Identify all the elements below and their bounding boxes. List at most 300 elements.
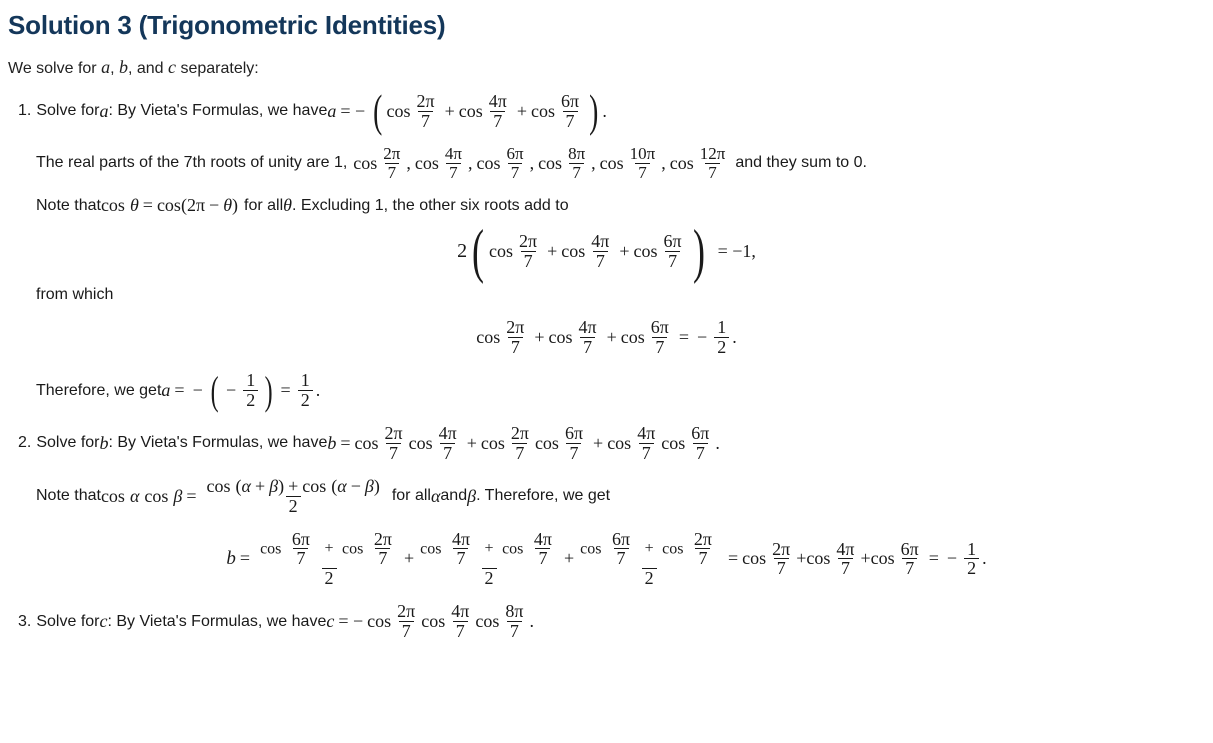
cos-label: cos [353,152,378,173]
real-parts-pre: The real parts of the 7th roots of unity are 1, [36,154,348,172]
cos-label: cos [538,152,563,173]
denominator: 7 [566,443,581,463]
denominator: 7 [569,163,584,182]
right-paren: ) [264,367,273,413]
cos-label: cos [806,548,831,569]
fraction-6pi-7 [609,530,633,569]
cos-term [355,424,409,463]
intro-var-b: b [118,57,128,77]
cos-label: cos [302,475,327,496]
plus-sign: + [593,432,604,453]
note-product-and: and [440,487,468,505]
numerator: 6π [506,143,524,163]
numerator: 4π [591,231,610,252]
cos-label: cos [669,152,694,173]
theta-symbol: θ [129,195,139,216]
cos-term [367,602,421,641]
alpha-symbol: α [337,475,347,496]
numerator: 1 [717,317,727,338]
fraction-one-half [243,371,258,410]
denominator: 7 [512,443,527,463]
fraction-one-half [298,371,313,410]
plus-sign: + [534,327,545,348]
note-product-post: . Therefore, we get [476,487,611,505]
fraction-6pi-7 [688,424,712,463]
cos-term [806,540,860,579]
cos-term [531,92,585,131]
cos-label: cos [458,100,483,121]
numerator [417,530,561,569]
step-3-line [18,602,1213,641]
cos-term [666,145,732,182]
numerator: 2π [384,423,403,444]
step-2-label-pre: Solve for [36,434,100,452]
denominator: 7 [446,163,461,182]
period: . [982,548,987,569]
right-paren: ) [692,218,705,285]
step-3-eq-var: c [326,611,335,632]
step-1-label-post: : By Vieta's Formulas, we have [108,102,328,120]
coefficient-two: 2 [457,239,468,262]
denominator: 7 [563,111,578,131]
cos-label: cos [599,152,624,173]
fraction-8pi-7 [565,145,588,182]
step-3-index: 3. [18,612,32,630]
cos-term [421,602,475,641]
equals-sign: = [142,195,153,216]
denominator: 2 [714,337,729,357]
denominator: 7 [385,163,400,182]
cos-label: cos [633,240,658,261]
cos-term [409,424,463,463]
denominator: 7 [614,548,629,568]
period: . [529,611,534,632]
numerator: 2π [510,423,529,444]
cos-label: cos [475,611,500,632]
fraction-term-2 [417,530,561,589]
step-1-eq-sign: = − [340,100,366,121]
numerator: 4π [533,528,552,549]
intro-var-a: a [101,57,111,77]
alpha-symbol: α [241,475,251,496]
denominator: 7 [695,548,710,568]
cos-term [621,318,675,357]
equals-sign: = [280,380,291,401]
numerator: 2π [383,143,401,163]
left-paren: ( [210,367,219,413]
cos-label: cos [742,548,767,569]
numerator: 6π [691,423,710,444]
numerator: 2π [416,91,435,111]
fraction-6pi-7 [661,232,685,271]
denominator: 7 [386,443,401,463]
numerator: 1 [967,538,977,559]
denominator: 7 [418,111,433,131]
plus-sign: + [563,548,575,569]
note-product-pre: Note that [36,487,101,505]
fraction-2pi-7 [516,232,540,271]
fraction-4pi-7 [634,424,658,463]
denominator: 2 [243,390,258,410]
denominator: 2 [964,558,979,578]
cos-term [472,145,529,182]
display-equation-sum [0,218,1213,285]
cos-label: cos [421,611,446,632]
rparen: ) [232,195,239,216]
plus-sign: + [466,432,477,453]
plus-sign: + [619,240,630,261]
cos-label: cos [502,540,524,558]
step-3-label-pre: Solve for [36,612,100,630]
real-parts-post: and they sum to 0. [735,154,867,172]
numerator: 4π [637,423,656,444]
cos-term [347,145,406,182]
step-2-var: b [99,432,109,453]
denominator: 7 [838,558,853,578]
cos-label: cos [580,540,602,558]
plus-sign: + [254,475,266,496]
plus-sign: + [796,548,807,569]
cos-label: cos [100,195,125,216]
solution-document [0,10,1213,743]
cos-label: cos [156,195,181,216]
cos-label: cos [386,100,411,121]
intro-post: separately: [176,60,259,77]
plus-sign: + [484,540,494,558]
denominator: 7 [453,621,468,641]
cos-label: cos [367,611,392,632]
numerator: 6π [650,317,669,338]
note-cos-post: . Excluding 1, the other six roots add to [292,196,569,214]
numerator: 2π [373,528,392,549]
fraction-4pi-7 [588,232,612,271]
step-2-line [18,424,1213,463]
plus-sign: + [547,240,558,261]
step-2-index: 2. [18,434,32,452]
comma: , [529,152,535,173]
intro-sep1: , [110,60,119,77]
fraction-2pi-7 [380,145,403,182]
cos-term [489,232,543,271]
cos-label: cos [607,432,632,453]
rparen: ) [278,475,285,496]
fraction-2pi-7 [508,424,532,463]
cos-term [661,424,715,463]
therefore-pre: Therefore, we get [36,381,162,399]
numerator: 8π [568,143,586,163]
beta-symbol: β [173,485,183,506]
var-a: a [161,380,171,401]
fraction-6pi-7 [558,92,582,131]
lparen: ( [331,475,338,496]
cos-theta-identity [101,195,238,216]
denominator: 7 [535,548,550,568]
denominator: 2 [642,568,657,588]
fraction-2pi-7 [394,602,418,641]
denominator: 2 [298,390,313,410]
equals-sign: = [928,548,939,569]
numerator: 1 [300,370,310,391]
numerator [257,530,401,569]
numerator: 6π [663,231,682,252]
cos-label: cos [414,152,439,173]
denominator: 7 [293,548,308,568]
cos-term [481,424,535,463]
cos-label: cos [420,540,442,558]
step-3 [0,602,1213,641]
denominator: 7 [705,163,720,182]
denominator: 7 [580,337,595,357]
denominator: 7 [635,163,650,182]
denominator: 2 [286,496,301,516]
plus-sign: + [606,327,617,348]
rparen: ) [373,475,380,496]
right-paren: ) [589,85,599,137]
sum-result: = −1, [717,240,756,261]
left-paren: ( [472,218,485,285]
numerator: 4π [488,91,507,111]
plus-sign: + [644,540,654,558]
denominator: 7 [375,548,390,568]
fraction-2pi-7 [503,318,527,357]
cos-term [742,540,796,579]
intro-var-c: c [168,57,176,77]
denominator: 7 [693,443,708,463]
step-1-var: a [99,100,109,121]
from-which-text: from which [36,286,114,304]
fraction-2pi-7 [371,530,395,569]
period: . [315,380,321,401]
fraction-6pi-7 [648,318,672,357]
equals-sign: = [239,548,251,569]
intro-line [8,57,1213,78]
fraction-10pi-7 [627,145,659,182]
cos-term [534,145,591,182]
beta-symbol: β [364,475,374,496]
denominator: 2 [322,568,337,588]
cos-label: cos [476,327,501,348]
therefore-a-line [36,367,1213,413]
numerator [204,477,383,496]
cos-term [386,92,440,131]
cos-label: cos [870,548,895,569]
alpha-symbol: α [129,485,140,506]
fraction-4pi-7 [449,530,473,569]
numerator: 4π [451,601,470,622]
numerator: 1 [246,370,256,391]
fraction-6pi-7 [503,145,526,182]
fraction-4pi-7 [448,602,472,641]
numerator: 4π [444,143,462,163]
fraction-12pi-7 [697,145,729,182]
numerator: 2π [506,317,525,338]
cos-label: cos [530,100,555,121]
var-b: b [226,547,236,569]
period: . [715,432,720,453]
cos-label: cos [342,540,364,558]
numerator: 6π [560,91,580,111]
denominator: 7 [507,621,522,641]
numerator: 12π [699,143,726,163]
fraction-one-half [964,540,979,579]
comma: , [467,152,473,173]
denominator: 7 [508,163,523,182]
denominator: 7 [639,443,654,463]
note-cos-mid: for all [244,196,284,214]
beta-symbol: β [269,475,279,496]
cos-term [459,92,513,131]
fraction-4pi-7 [833,540,857,579]
cos-term [871,540,925,579]
alpha-symbol: α [430,485,441,506]
display-equation-cos-sum-half [0,318,1213,357]
fraction-6pi-7 [562,424,586,463]
lparen: ( [180,195,187,216]
step-3-var: c [99,611,108,632]
fraction-term-3 [577,530,721,589]
denominator: 7 [593,251,608,271]
cos-term [607,424,661,463]
denominator: 7 [490,111,505,131]
theta-symbol: θ [223,195,233,216]
numerator: 2π [519,231,538,252]
numerator: 6π [564,423,584,444]
note-cos-identity-line [36,195,1213,216]
numerator: 2π [397,601,416,622]
cos-term [476,318,530,357]
minus-sign: − [226,380,237,401]
plus-sign: + [324,540,334,558]
cos-term [549,318,603,357]
note-product-identity-line [36,477,1213,516]
intro-pre: We solve for [8,60,102,77]
cos-label: cos [144,485,169,506]
cos-label: cos [206,475,231,496]
fraction-4pi-7 [436,424,460,463]
fraction-4pi-7 [576,318,600,357]
cos-label: cos [480,432,505,453]
fraction-product-to-sum [204,477,383,516]
step-2-label-post: : By Vieta's Formulas, we have [108,434,328,452]
denominator: 7 [774,558,789,578]
cos-label: cos [260,540,282,558]
fraction-8pi-7 [502,602,526,641]
two-pi: 2π [186,195,206,216]
equals-sign: = [174,380,185,401]
step-1-label-pre: Solve for [36,102,100,120]
cos-label: cos [100,485,125,506]
numerator: 4π [438,423,457,444]
denominator: 7 [652,337,667,357]
numerator: 6π [611,528,631,549]
left-paren: ( [373,85,383,137]
cos-label: cos [476,152,501,173]
denominator: 7 [665,251,680,271]
cos-term [561,232,615,271]
cos-term [634,232,688,271]
plus-sign: + [403,548,415,569]
fraction-term-1 [257,530,401,589]
comma: , [406,152,411,173]
numerator: 4π [578,317,597,338]
denominator: 7 [508,337,523,357]
fraction-6pi-7 [289,530,313,569]
equals-sign: = [186,485,197,506]
cos-label: cos [548,327,573,348]
numerator: 2π [693,528,713,549]
period: . [732,327,737,348]
step-1-line [18,85,1213,137]
period: . [602,100,607,121]
real-parts-line [36,145,1213,182]
fraction-2pi-7 [382,424,406,463]
denominator: 7 [902,558,917,578]
numerator: 6π [291,528,310,549]
fraction-2pi-7 [769,540,793,579]
intro-sep2: , and [127,60,168,77]
from-which-line [36,286,1213,304]
minus-sign: − [192,380,203,401]
minus-sign: − [946,548,958,569]
comma: , [591,152,596,173]
minus-sign: − [350,475,361,496]
numerator: 4π [451,528,471,549]
cos-term [596,145,662,182]
step-2-eq-var: b [327,432,337,453]
plus-sign: + [860,548,871,569]
denominator: 2 [482,568,497,588]
step-1 [0,85,1213,413]
fraction-2pi-7 [413,92,437,131]
denominator: 7 [521,251,536,271]
plus-sign: + [444,100,455,121]
display-equation-b [0,530,1213,589]
fraction-6pi-7 [898,540,922,579]
theta-symbol: θ [283,195,292,216]
lparen: ( [235,475,242,496]
beta-symbol: β [467,485,477,506]
minus-sign: − [209,195,220,216]
note-cos-pre: Note that [36,196,101,214]
step-3-label-post: : By Vieta's Formulas, we have [107,612,327,630]
minus-sign: − [697,327,708,348]
numerator: 2π [772,538,791,559]
denominator: 7 [453,548,468,568]
comma: , [661,152,666,173]
cos-term [475,602,529,641]
numerator: 6π [900,538,919,559]
step-1-eq-var: a [327,100,337,121]
fraction-4pi-7 [442,145,465,182]
fraction-one-half [714,318,729,357]
step-2 [0,424,1213,588]
cos-label: cos [354,432,379,453]
numerator [577,530,721,569]
note-product-mid: for all [391,487,431,505]
denominator: 7 [440,443,455,463]
fraction-2pi-7 [691,530,715,569]
cos-label: cos [534,432,559,453]
numerator: 4π [836,538,855,559]
cos-term [535,424,589,463]
page-title: Solution 3 (Trigonometric Identities) [8,10,446,40]
cos-label: cos [489,240,514,261]
cos-term [411,145,468,182]
step-3-eq-sign: = − [338,611,364,632]
equals-sign: = [728,548,739,569]
fraction-4pi-7 [531,530,555,569]
cos-label: cos [661,432,686,453]
